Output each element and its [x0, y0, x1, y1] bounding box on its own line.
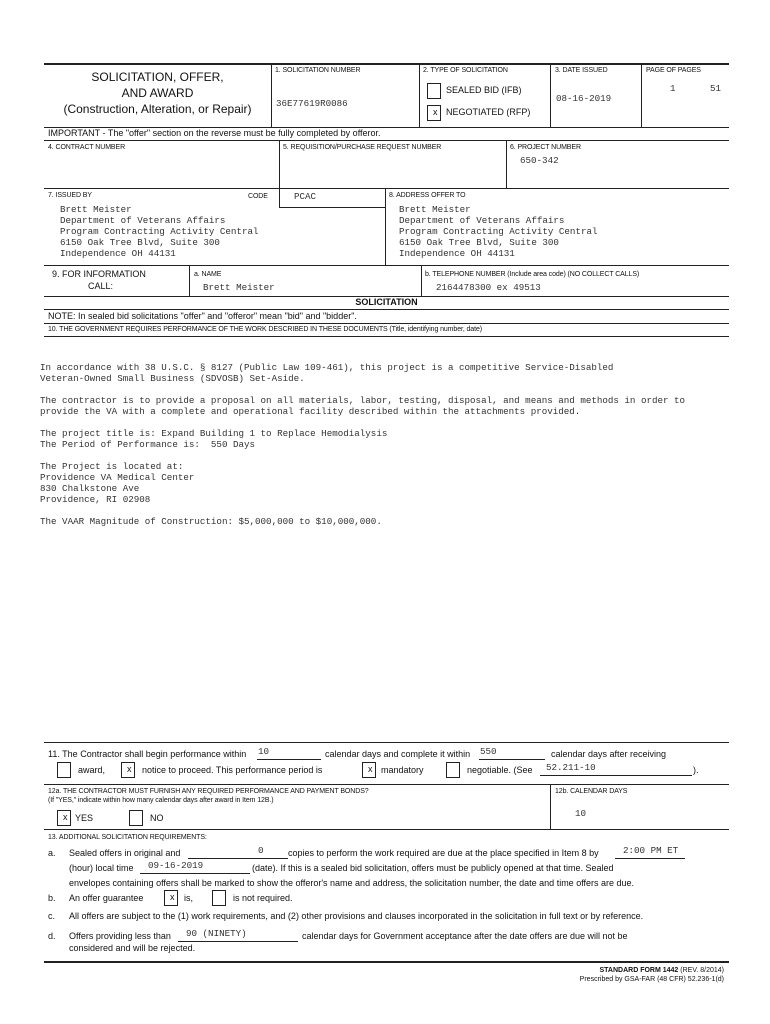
description-line: The VAAR Magnitude of Construction: $5,000,000 to $10,000,000. — [40, 516, 382, 527]
form-title-line3: (Construction, Alteration, or Repair) — [63, 102, 252, 116]
item11-close: ). — [693, 765, 699, 775]
description-line: Providence, RI 02908 — [40, 494, 151, 505]
negotiable-checkbox[interactable] — [446, 762, 460, 778]
info-name-value[interactable]: Brett Meister — [203, 282, 275, 293]
mandatory-checkbox[interactable] — [362, 762, 376, 778]
important-notice: IMPORTANT - The "offer" section on the reverse must be fully completed by offeror. — [48, 128, 381, 138]
item13b-letter: b. — [48, 893, 56, 903]
top-rule — [44, 63, 729, 65]
info-name-label: a. NAME — [194, 271, 222, 278]
divider-row4-2 — [506, 140, 507, 188]
bonds-no-checkbox[interactable] — [129, 810, 143, 826]
date-issued-value[interactable]: 08-16-2019 — [556, 93, 612, 104]
address-offer-line: 6150 Oak Tree Blvd, Suite 300 — [399, 237, 559, 248]
negotiated-label: NEGOTIATED (RFP) — [446, 107, 531, 117]
item13a-text4: (date). If this is a sealed bid solicitation, offers must be publicly opened at that time. Sealed — [252, 863, 614, 873]
description-line — [40, 450, 685, 461]
item13-label: 13. ADDITIONAL SOLICITATION REQUIREMENTS: — [48, 834, 207, 841]
item13a-date[interactable]: 09-16-2019 — [148, 860, 204, 871]
item13a-date-line — [140, 873, 250, 874]
item13a-letter: a. — [48, 848, 56, 858]
page-value[interactable]: 1 — [670, 83, 676, 94]
type-label: 2. TYPE OF SOLICITATION — [423, 67, 508, 74]
issued-by-line: 6150 Oak Tree Blvd, Suite 300 — [60, 237, 220, 248]
rule-before-item11 — [44, 742, 729, 743]
code-label: CODE — [248, 193, 268, 200]
description-line: Veteran-Owned Small Business (SDVOSB) Set-Aside. — [40, 373, 305, 384]
item13c-letter: c. — [48, 911, 56, 921]
description-line: The Period of Performance is: 550 Days — [40, 439, 256, 450]
rule-after-note — [44, 323, 729, 324]
rule-after-row7 — [44, 265, 729, 266]
description-line: Providence VA Medical Center — [40, 472, 195, 483]
divider-row4-1 — [279, 140, 280, 188]
rule-after-important — [44, 140, 729, 141]
item13a-text1: Sealed offers in original and — [69, 848, 181, 858]
date-issued-label: 3. DATE ISSUED — [555, 67, 608, 74]
bottom-rule — [44, 961, 729, 963]
divider-row9-2 — [421, 265, 422, 296]
description-line: 830 Chalkstone Ave — [40, 483, 140, 494]
description-line: In accordance with 38 U.S.C. § 8127 (Public Law 109-461), this project is a competitive Service-Disabled — [40, 362, 614, 373]
mandatory-check-mark: x — [368, 764, 373, 774]
rule-before-item13 — [44, 829, 729, 830]
notice-checkbox[interactable] — [121, 762, 135, 778]
award-checkbox[interactable] — [57, 762, 71, 778]
item13c-text: All offers are subject to the (1) work requirements, and (2) other provisions and clauses incorporated in the solicitation in full text or by reference. — [69, 911, 644, 921]
item12b-value[interactable]: 10 — [575, 808, 587, 819]
bonds-yes-label: YES — [75, 813, 94, 823]
item13d-value-line — [178, 941, 298, 942]
description-line: provide the VA with a complete and operational facility described within the attachments provided. — [40, 406, 581, 417]
item11-text-a: 11. The Contractor shall begin performance within — [48, 749, 247, 759]
negotiable-label: negotiable. (See — [467, 765, 533, 775]
sol-number-value[interactable]: 36E77619R0086 — [276, 98, 348, 109]
negotiated-check-mark: x — [433, 107, 438, 117]
item12a-label-line1: 12a. THE CONTRACTOR MUST FURNISH ANY REQUIRED PERFORMANCE AND PAYMENT BONDS? — [48, 788, 369, 795]
guarantee-not-checkbox[interactable] — [212, 890, 226, 906]
form-revision: (REV. 8/2014) — [680, 967, 724, 974]
pages-label: PAGE OF PAGES — [646, 67, 701, 74]
address-offer-line: Independence OH 44131 — [399, 248, 515, 259]
telephone-value[interactable]: 2164478300 ex 49513 — [436, 282, 541, 293]
requisition-label: 5. REQUISITION/PURCHASE REQUEST NUMBER — [283, 144, 442, 151]
item11-days-begin-line — [257, 759, 321, 760]
item13a-copies-line — [188, 858, 288, 859]
issued-by-address — [60, 204, 258, 259]
form-prescribed: Prescribed by GSA-FAR (48 CFR) 52.236-1(d) — [579, 976, 724, 983]
divider-row9-1 — [189, 265, 190, 296]
form-title-line1: SOLICITATION, OFFER, — [91, 70, 224, 84]
item13a-text2: copies to perform the work required are due at the place specified in Item 8 by — [288, 848, 599, 858]
item11-see-line — [540, 775, 692, 776]
notice-label: notice to proceed. This performance period is — [142, 765, 323, 775]
divider-code-left — [279, 188, 280, 207]
guarantee-is-check-mark: x — [170, 892, 175, 902]
divider-header-1 — [271, 63, 272, 127]
telephone-label: b. TELEPHONE NUMBER (Include area code) (NO COLLECT CALLS) — [425, 271, 640, 278]
project-number-value[interactable]: 650-342 — [520, 155, 559, 166]
description-line — [40, 505, 685, 516]
rule-before-item12 — [44, 784, 729, 785]
divider-header-4 — [641, 63, 642, 127]
sealed-bid-checkbox[interactable] — [427, 83, 441, 99]
guarantee-not-label: is not required. — [233, 893, 293, 903]
address-offer-line: Department of Veterans Affairs — [399, 215, 565, 226]
item10-label: 10. THE GOVERNMENT REQUIRES PERFORMANCE OF THE WORK DESCRIBED IN THESE DOCUMENTS (Title, identifying number, date) — [48, 326, 482, 333]
item11-text-b: calendar days and complete it within — [325, 749, 471, 759]
guarantee-is-checkbox[interactable] — [164, 890, 178, 906]
divider-row7 — [385, 188, 386, 265]
item13d-text3: considered and will be rejected. — [69, 943, 196, 953]
item13a-text5: envelopes containing offers shall be marked to show the offeror's name and address, the solicitation number, the date and time offers are due. — [69, 878, 635, 888]
issued-by-line: Program Contracting Activity Central — [60, 226, 259, 237]
item11-text-c: calendar days after receiving — [551, 749, 667, 759]
rule-after-solicitation-heading — [44, 309, 729, 310]
bonds-yes-checkbox[interactable] — [57, 810, 71, 826]
issued-by-line: Independence OH 44131 — [60, 248, 176, 259]
sealed-bid-label: SEALED BID (IFB) — [446, 85, 522, 95]
item13d-letter: d. — [48, 931, 56, 941]
issued-by-line: Brett Meister — [60, 204, 132, 215]
sol-number-label: 1. SOLICITATION NUMBER — [275, 67, 361, 74]
project-number-label: 6. PROJECT NUMBER — [510, 144, 581, 151]
solicitation-heading: SOLICITATION — [355, 297, 418, 307]
address-offer-line: Program Contracting Activity Central — [399, 226, 598, 237]
item11-days-complete[interactable]: 550 — [480, 746, 497, 757]
mandatory-label: mandatory — [381, 765, 424, 775]
item13d-text1: Offers providing less than — [69, 931, 171, 941]
pages-total[interactable]: 51 — [710, 83, 722, 94]
sealed-bid-note: NOTE: In sealed bid solicitations "offer" and "offeror" mean "bid" and "bidder". — [48, 311, 357, 321]
address-offer-address — [399, 204, 597, 259]
bonds-no-label: NO — [150, 813, 164, 823]
item13d-text2: calendar days for Government acceptance after the date offers are due will not be — [302, 931, 628, 941]
item11-days-complete-line — [479, 759, 545, 760]
divider-row12 — [550, 784, 551, 829]
address-offer-label: 8. ADDRESS OFFER TO — [389, 192, 466, 199]
form-name: STANDARD FORM 1442 — [599, 967, 679, 974]
award-label: award, — [78, 765, 106, 775]
contract-number-label: 4. CONTRACT NUMBER — [48, 144, 126, 151]
guarantee-is-label: is, — [184, 893, 193, 903]
form-title-line2: AND AWARD — [121, 86, 194, 100]
work-description[interactable] — [40, 362, 685, 527]
item12a-label-line2: (If "YES," indicate within how many calendar days after award in Item 12B.) — [48, 797, 274, 804]
divider-header-3 — [550, 63, 551, 127]
info-label-line1: 9. FOR INFORMATION — [52, 269, 146, 279]
notice-check-mark: x — [127, 764, 132, 774]
description-line: The Project is located at: — [40, 461, 184, 472]
divider-header-2 — [419, 63, 420, 127]
item11-days-begin[interactable]: 10 — [258, 746, 270, 757]
item13a-copies[interactable]: 0 — [258, 845, 264, 856]
item11-see-value[interactable]: 52.211-10 — [546, 762, 596, 773]
issued-by-line: Department of Veterans Affairs — [60, 215, 226, 226]
item13a-time-line — [615, 858, 685, 859]
info-label-line2: CALL: — [88, 281, 114, 291]
item13b-text1: An offer guarantee — [69, 893, 144, 903]
rule-after-row4 — [44, 188, 729, 189]
code-value[interactable]: PCAC — [294, 191, 317, 202]
item13d-value[interactable]: 90 (NINETY) — [186, 928, 247, 939]
item12b-label: 12b. CALENDAR DAYS — [555, 788, 628, 795]
issued-by-label: 7. ISSUED BY — [48, 192, 92, 199]
item13a-time[interactable]: 2:00 PM ET — [623, 845, 679, 856]
description-line — [40, 417, 685, 428]
rule-after-item10 — [44, 336, 729, 337]
form-footer — [580, 967, 724, 983]
negotiated-checkbox[interactable] — [427, 105, 441, 121]
bonds-yes-check-mark: x — [63, 812, 68, 822]
address-offer-line: Brett Meister — [399, 204, 471, 215]
code-underline — [279, 207, 385, 208]
description-line: The project title is: Expand Building 1 to Replace Hemodialysis — [40, 428, 388, 439]
item13a-text3: (hour) local time — [69, 863, 134, 873]
description-line: The contractor is to provide a proposal on all materials, labor, testing, disposal, and means and methods in order to — [40, 395, 686, 406]
description-line — [40, 384, 685, 395]
